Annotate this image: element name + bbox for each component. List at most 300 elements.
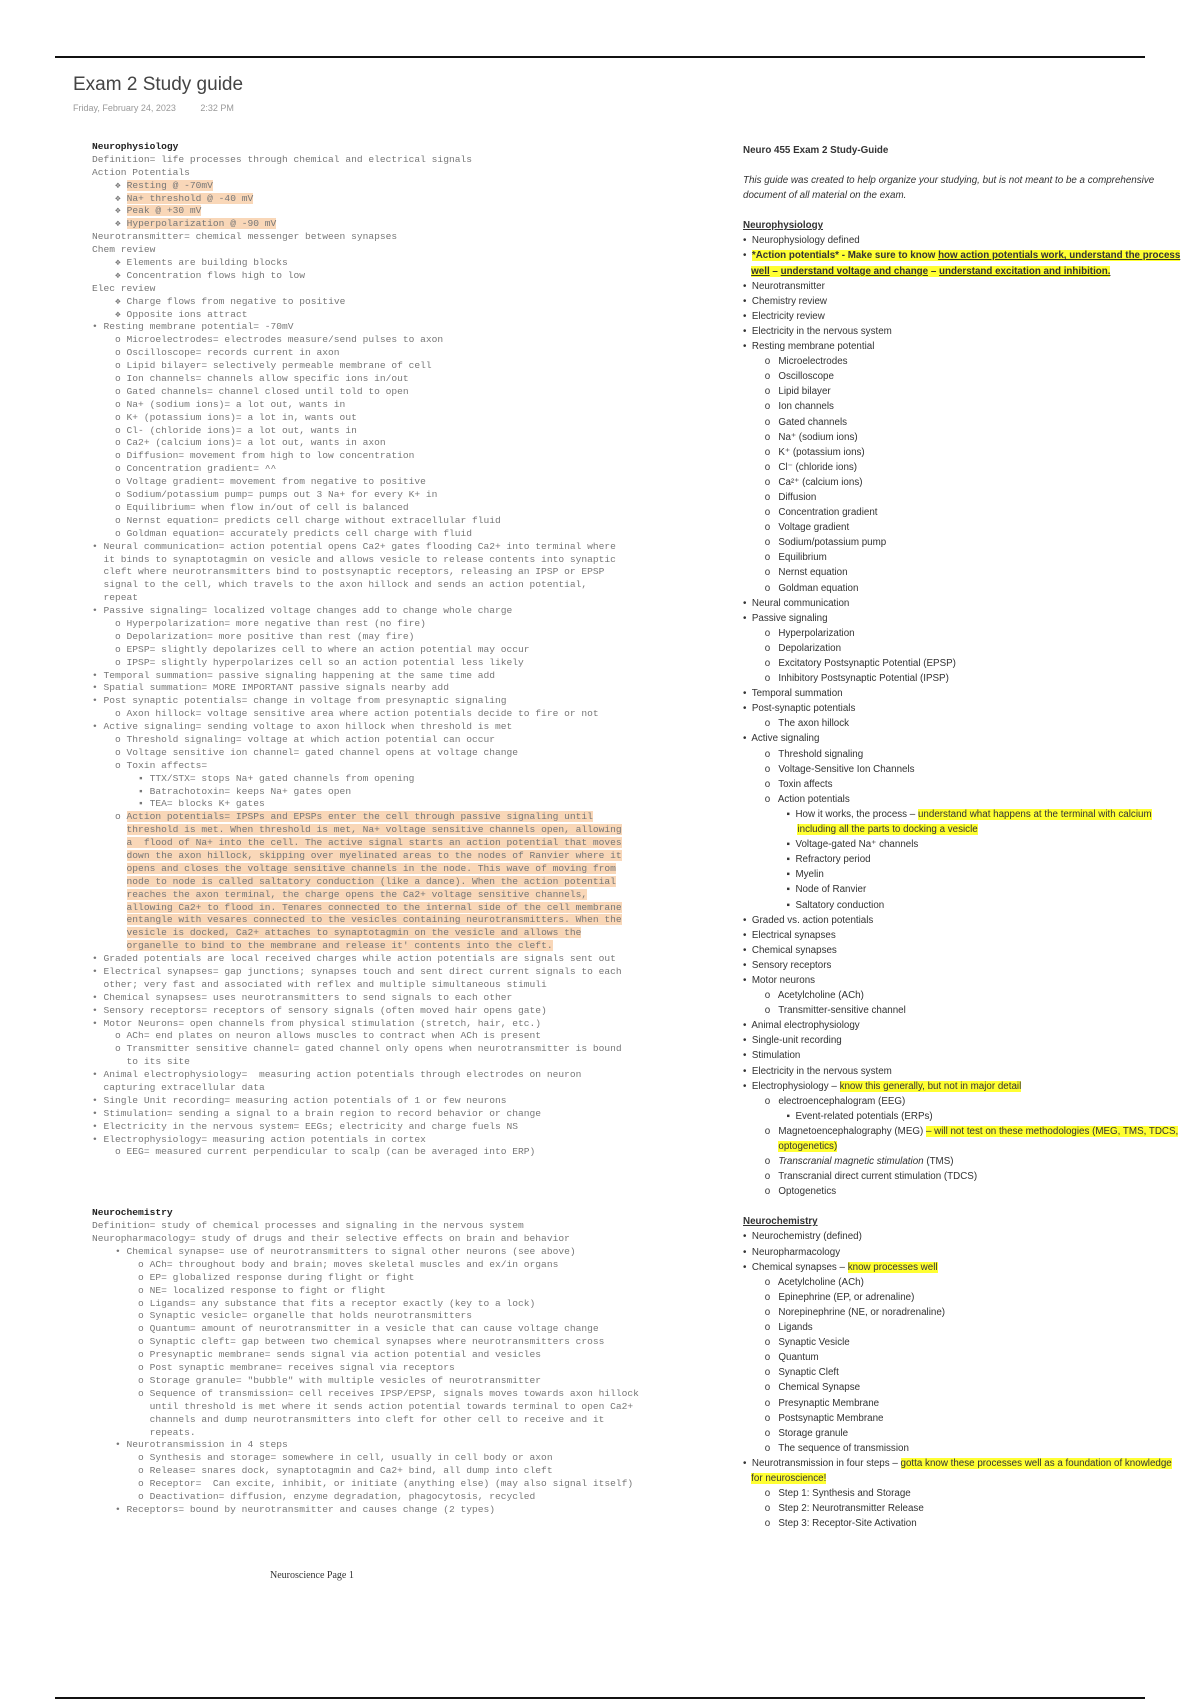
guide-line (743, 611, 1200, 626)
note-text: cleft where neurotransmitters bind to postsynaptic receptors, releasing an IPSP or EPSP (92, 566, 605, 578)
page-time: 2:32 PM (200, 103, 234, 113)
note-text: • Receptors= bound by neurotransmitter and causes change (2 types) (92, 1503, 496, 1515)
note-text: o Gated channels= channel closed until told to open (92, 385, 409, 397)
note-text: o Synaptic cleft= gap between two chemical synapses where neurotransmitters cross (92, 1336, 605, 1348)
note-text: o NE= localized response to fight or flight (92, 1284, 386, 1296)
line-gap (743, 1199, 1200, 1214)
note-text: o Equilibrium= when flow in/out of cell is balanced (92, 501, 409, 513)
note-text: o Goldman equation= accurately predicts cell charge with fluid (92, 527, 472, 539)
guide-text: o Magnetoencephalography (MEG) (743, 1125, 926, 1137)
note-line (92, 592, 732, 605)
note-text: o Ligands= any substance that fits a receptor exactly (key to a lock) (92, 1297, 536, 1309)
note-text: o EP= globalized response during flight or fight (92, 1271, 415, 1283)
guide-text: • Electrical synapses (743, 929, 836, 941)
guide-line (743, 460, 1200, 475)
note-text: ❖ Concentration flows high to low (92, 269, 306, 281)
highlighted-text: vesicle is docked, Ca2+ attaches to synaptotagmin on the vesicle and allows the (126, 927, 582, 939)
guide-text: o K⁺ (potassium ions) (743, 446, 865, 458)
guide-line (743, 1426, 1200, 1441)
note-line (92, 1298, 732, 1311)
guide-text: Neurophysiology (743, 220, 824, 232)
highlighted-text: how action potentials work, understand the process (938, 250, 1181, 262)
note-line (92, 321, 732, 334)
note-text: o Sodium/potassium pump= pumps out 3 Na+ for every K+ in (92, 489, 438, 501)
note-line (92, 979, 732, 992)
guide-line (743, 837, 1200, 852)
guide-line (743, 671, 1200, 686)
guide-text: o Na⁺ (sodium ions) (743, 431, 858, 443)
note-line (92, 1259, 732, 1272)
note-line (92, 218, 732, 231)
guide-line (743, 1229, 1200, 1244)
guide-text: • Neuropharmacology (743, 1246, 841, 1258)
highlighted-text: for neuroscience! (751, 1472, 827, 1484)
highlighted-text: including all the parts to docking a vesicle (797, 824, 978, 836)
note-line (92, 270, 732, 283)
note-text: • Motor Neurons= open channels from physical stimulation (stretch, hair, etc.) (92, 1017, 542, 1029)
guide-line (743, 1516, 1200, 1531)
note-line (92, 450, 732, 463)
guide-line (743, 248, 1200, 263)
note-text: ▪ TTX/STX= stops Na+ gated channels from opening (92, 772, 415, 784)
guide-line (743, 1305, 1200, 1320)
note-line (92, 914, 732, 927)
note-text: • Single Unit recording= measuring action potentials of 1 or few neurons (92, 1094, 507, 1106)
note-text: o Synaptic vesicle= organelle that holds neurotransmitters (92, 1310, 472, 1322)
note-text: o Ca2+ (calcium ions)= a lot out, wants in axon (92, 437, 386, 449)
line-gap (743, 203, 1200, 218)
guide-text: o Microelectrodes (743, 356, 848, 368)
guide-text: • Neural communication (743, 597, 850, 609)
guide-line (743, 716, 1200, 731)
note-line (92, 1439, 732, 1452)
guide-text: o Step 1: Synthesis and Storage (743, 1488, 911, 1500)
note-text: o Release= snares dock, synaptotagmin and Ca2+ bind, all dump into cleft (92, 1465, 553, 1477)
highlighted-text: a flood of Na+ into the cell. The active signal starts an action potential that moves (126, 837, 622, 849)
guide-text: o Cl⁻ (chloride ions) (743, 461, 858, 473)
guide-line (743, 279, 1200, 294)
note-line (92, 476, 732, 489)
note-text: • Animal electrophysiology= measuring action potentials through electrodes on neuron (92, 1069, 582, 1081)
note-text: o Concentration gradient= ^^ (92, 463, 277, 475)
guide-line (743, 867, 1200, 882)
note-text: ❖ (92, 179, 127, 191)
guide-text: o Ca²⁺ (calcium ions) (743, 476, 863, 488)
highlighted-text: understand what happens at the terminal with calcium (917, 808, 1152, 820)
note-line (92, 747, 732, 760)
guide-line (743, 988, 1200, 1003)
note-text: • Electrical synapses= gap junctions; synapses touch and sent direct current signals to each (92, 966, 622, 977)
note-line (92, 1414, 732, 1427)
highlighted-text: organelle to bind to the membrane and release it' contents into the cleft. (126, 940, 553, 952)
guide-line (743, 309, 1200, 324)
guide-line (743, 701, 1200, 716)
highlighted-text: opens and closes the voltage sensitive channels in the node. This wave of moving from (126, 862, 616, 874)
note-line (92, 180, 732, 193)
guide-text: • Resting membrane potential (743, 341, 875, 353)
note-line (92, 1465, 732, 1478)
guide-text: o Diffusion (743, 491, 817, 503)
guide-line (743, 1064, 1200, 1079)
guide-text: o Inhibitory Postsynaptic Potential (IPSP) (743, 673, 949, 685)
bottom-rule (55, 1697, 1145, 1699)
note-text: • Neural communication= action potential opens Ca2+ gates flooding Ca2+ into terminal where (92, 540, 616, 552)
guide-line (743, 943, 1200, 958)
note-text (92, 940, 127, 951)
guide-text: o Optogenetics (743, 1186, 837, 1198)
note-line (92, 1220, 732, 1233)
note-text: o Quantum= amount of neurotransmitter in a vesicle that can cause voltage change (92, 1323, 599, 1335)
guide-text: • (743, 250, 752, 262)
page-footer: Neuroscience Page 1 (270, 1570, 354, 1581)
note-line (92, 205, 732, 218)
highlighted-text: optogenetics) (778, 1141, 838, 1152)
note-line (92, 670, 732, 683)
note-line (92, 309, 732, 322)
note-line (92, 1018, 732, 1031)
note-line (92, 554, 732, 567)
note-line (92, 657, 732, 670)
note-line (92, 360, 732, 373)
note-text: • Stimulation= sending a signal to a brain region to record behavior or change (92, 1107, 542, 1119)
note-line (92, 863, 732, 876)
guide-line (743, 731, 1200, 746)
note-text: ❖ Charge flows from negative to positive (92, 295, 346, 307)
note-line (92, 1082, 732, 1095)
guide-line (743, 233, 1200, 248)
guide-text: • Chemical synapses – (743, 1261, 848, 1273)
highlighted-text: Make sure to know (847, 250, 939, 262)
guide-line (743, 384, 1200, 399)
note-text (92, 837, 127, 848)
guide-text: o Synaptic Vesicle (743, 1337, 850, 1349)
note-line (92, 966, 732, 979)
guide-line (743, 641, 1200, 656)
guide-line (743, 913, 1200, 928)
guide-line (743, 430, 1200, 445)
guide-text: o Step 2: Neurotransmitter Release (743, 1503, 924, 1515)
note-text: o Na+ (sodium ions)= a lot out, wants in (92, 398, 346, 410)
note-text (92, 850, 127, 861)
guide-line (743, 415, 1200, 430)
guide-line (743, 973, 1200, 988)
note-text: o Transmitter sensitive channel= gated channel only opens when neurotransmitter is bound (92, 1043, 622, 1055)
note-line (92, 579, 732, 592)
guide-text: This guide was created to help organize your studying, but is not meant to be a comprehensive (743, 175, 1155, 187)
guide-line (743, 792, 1200, 807)
guide-text: o Acetylcholine (ACh) (743, 990, 864, 1002)
note-line (92, 244, 732, 257)
guide-text: • Chemistry review (743, 295, 827, 307)
guide-text: ▪ Node of Ranvier (743, 884, 867, 896)
note-text: ▪ Batrachotoxin= keeps Na+ gates open (92, 785, 352, 797)
note-line (92, 734, 732, 747)
note-line (92, 296, 732, 309)
note-line (92, 992, 732, 1005)
guide-text: o The sequence of transmission (743, 1442, 909, 1454)
guide-line (743, 777, 1200, 792)
note-line (92, 708, 732, 721)
highlighted-text: *Action potentials* (751, 250, 839, 262)
guide-line (743, 324, 1200, 339)
guide-text: • Electricity in the nervous system (743, 1065, 892, 1077)
guide-text: o Goldman equation (743, 582, 859, 594)
guide-line (743, 656, 1200, 671)
note-text: o Voltage gradient= movement from negative to positive (92, 476, 426, 488)
guide-line (743, 1501, 1200, 1516)
note-line (92, 437, 732, 450)
note-line (92, 528, 732, 541)
guide-text: • Neurophysiology defined (743, 235, 860, 247)
highlighted-text: know processes well (847, 1261, 938, 1273)
note-line (92, 953, 732, 966)
note-line (92, 489, 732, 502)
note-text (92, 927, 127, 938)
highlighted-text: Action potentials= IPSPs and EPSPs enter the cell through passive signaling until (126, 811, 593, 823)
highlighted-text: allowing Ca2+ to flood in. Tenares connected to the internal side of the cell membrane (126, 901, 622, 913)
highlighted-text: Na+ threshold @ -40 mV (126, 192, 254, 204)
note-line (92, 773, 732, 786)
note-text: Neuropharmacology= study of drugs and their selective effects on brain and behavior (92, 1233, 570, 1245)
note-text: • Passive signaling= localized voltage changes add to change whole charge (92, 605, 513, 617)
guide-text: o Transcranial direct current stimulation (TDCS) (743, 1171, 978, 1183)
highlighted-text: Peak @ +30 mV (126, 205, 202, 217)
note-text: ❖ Opposite ions attract (92, 308, 248, 320)
note-text (92, 914, 127, 925)
note-line (92, 1121, 732, 1134)
note-text: o Sequence of transmission= cell receives IPSP/EPSP, signals moves towards axon hillock (92, 1387, 639, 1399)
note-text: o Deactivation= diffusion, enzyme degradation, phagocytosis, recycled (92, 1490, 536, 1502)
note-text: o Toxin affects= (92, 759, 208, 771)
note-text: ❖ (92, 192, 127, 204)
note-line (92, 644, 732, 657)
guide-line (743, 520, 1200, 535)
note-text: o Cl- (chloride ions)= a lot out, wants in (92, 424, 357, 436)
note-text: o EEG= measured current perpendicular to scalp (can be averaged into ERP) (92, 1146, 536, 1158)
note-line (92, 1146, 732, 1159)
guide-line (743, 1109, 1200, 1124)
guide-text: Neurochemistry (743, 1216, 818, 1228)
highlighted-text: – (928, 265, 940, 277)
guide-line (743, 822, 1200, 837)
note-line (92, 786, 732, 799)
guide-text: • Stimulation (743, 1050, 801, 1062)
guide-line (743, 1124, 1200, 1139)
guide-text: o Synaptic Cleft (743, 1367, 839, 1379)
guide-text: • Temporal summation (743, 688, 843, 700)
note-text: Elec review (92, 282, 156, 294)
note-line (92, 760, 732, 773)
note-text: • Chemical synapse= use of neurotransmitters to signal other neurons (see above) (92, 1246, 576, 1258)
guide-text: • Electricity in the nervous system (743, 325, 892, 337)
guide-line (743, 626, 1200, 641)
note-line (92, 502, 732, 515)
guide-text: o Voltage-Sensitive Ion Channels (743, 763, 915, 775)
note-text: • Spatial summation= MORE IMPORTANT passive signals nearby add (92, 682, 449, 694)
note-text: channels and dump neurotransmitters into cleft for other cell to receive and it (92, 1413, 605, 1425)
note-line (92, 1310, 732, 1323)
note-text: Action Potentials (92, 166, 190, 178)
guide-line (743, 264, 1200, 279)
note-text: o ACh= throughout body and brain; moves skeletal muscles and ex/in organs (92, 1258, 559, 1270)
note-text: o Threshold signaling= voltage at which action potential can occur (92, 733, 496, 745)
note-text: • Graded potentials are local received charges while action potentials are signals sent out (92, 953, 616, 965)
note-line (92, 876, 732, 889)
guide-line (743, 882, 1200, 897)
note-text: • Temporal summation= passive signaling happening at the same time add (92, 669, 496, 681)
guide-text: • Electrophysiology – (743, 1080, 840, 1092)
guide-text: o (743, 1156, 779, 1168)
note-line (92, 940, 732, 953)
guide-text: o Transmitter-sensitive channel (743, 1005, 906, 1017)
guide-line (743, 686, 1200, 701)
note-text: o Receptor= Can excite, inhibit, or initiate (anything else) (may also signal itself) (92, 1478, 634, 1490)
guide-line (743, 1139, 1200, 1154)
guide-text: o Equilibrium (743, 552, 827, 564)
note-text: • Sensory receptors= receptors of sensory signals (often moved hair opens gate) (92, 1004, 547, 1016)
guide-text: o Threshold signaling (743, 748, 864, 760)
highlighted-text: understand excitation and inhibition. (939, 265, 1111, 277)
guide-line (743, 1380, 1200, 1395)
guide-text: ▪ Refractory period (743, 854, 871, 866)
guide-line (743, 1260, 1200, 1275)
note-line (92, 386, 732, 399)
note-text: o Storage granule= "bubble" with multiple vesicles of neurotransmitter (92, 1374, 542, 1386)
highlighted-text: gotta know these processes well as a foundation of knowledge (900, 1457, 1172, 1469)
guide-text: • Neurochemistry (defined) (743, 1231, 862, 1243)
guide-line (743, 490, 1200, 505)
note-text: o Presynaptic membrane= sends signal via action potential and vesicles (92, 1349, 542, 1361)
note-text: other; very fast and associated with reflex and multiple simultaneous stimuli (92, 978, 547, 990)
guide-text: o Ion channels (743, 401, 834, 413)
guide-line (743, 581, 1200, 596)
note-line (92, 566, 732, 579)
note-line (92, 605, 732, 618)
note-text: o Synthesis and storage= somewhere in cell, usually in cell body or axon (92, 1452, 553, 1464)
note-text: signal to the cell, which travels to the axon hillock and sends an action potential, (92, 579, 588, 591)
note-line (92, 618, 732, 631)
guide-line (743, 1320, 1200, 1335)
guide-line (743, 354, 1200, 369)
guide-text: o Storage granule (743, 1427, 849, 1439)
highlighted-text: reaches the axon terminal, the charge opens the Ca2+ voltage sensitive channels, (126, 888, 588, 900)
guide-text: • Post-synaptic potentials (743, 703, 856, 715)
guide-line (743, 1184, 1200, 1199)
guide-text: o Concentration gradient (743, 507, 878, 519)
guide-line (743, 1290, 1200, 1305)
note-line (92, 541, 732, 554)
guide-text (743, 266, 751, 277)
guide-line (743, 596, 1200, 611)
note-text: Definition= study of chemical processes and signaling in the nervous system (92, 1220, 524, 1232)
guide-line (743, 747, 1200, 762)
highlighted-text: – (769, 265, 781, 277)
page-title: Exam 2 Study guide (73, 74, 244, 95)
line-gap (92, 1159, 732, 1183)
guide-text (743, 824, 797, 835)
highlighted-text: down the axon hillock, skipping over myelinated areas to the nodes of Ranvier where it (126, 849, 622, 861)
guide-line (743, 1018, 1200, 1033)
note-line (92, 257, 732, 270)
guide-line (743, 339, 1200, 354)
guide-text: • Motor neurons (743, 974, 816, 986)
guide-line (743, 807, 1200, 822)
note-text: Neurochemistry (92, 1207, 173, 1219)
guide-line (743, 1169, 1200, 1184)
guide-line (743, 1486, 1200, 1501)
guide-text: o Acetylcholine (ACh) (743, 1276, 864, 1288)
note-text: • Electrophysiology= measuring action potentials in cortex (92, 1133, 426, 1145)
highlighted-text: - (838, 250, 848, 262)
note-line (92, 1233, 732, 1246)
guide-text: o Depolarization (743, 642, 842, 654)
note-text (92, 824, 127, 835)
note-text: to its site (92, 1056, 190, 1068)
note-line (92, 515, 732, 528)
guide-text: o Nernst equation (743, 567, 848, 579)
guide-line (743, 445, 1200, 460)
note-text: • Active signaling= sending voltage to axon hillock when threshold is met (92, 721, 513, 733)
guide-text: document of all material on the exam. (743, 190, 907, 202)
guide-line (743, 1350, 1200, 1365)
note-text (92, 902, 127, 913)
note-line (92, 154, 732, 167)
note-line (92, 463, 732, 476)
guide-text: • Active signaling (743, 733, 820, 745)
study-guide-column (743, 143, 1200, 1531)
note-line (92, 1323, 732, 1336)
guide-text: ▪ How it works, the process – (743, 808, 918, 820)
guide-line (743, 1094, 1200, 1109)
note-line (92, 347, 732, 360)
note-line (92, 837, 732, 850)
guide-text: o Ligands (743, 1322, 813, 1334)
note-text: ❖ Elements are building blocks (92, 257, 288, 269)
note-line (92, 1388, 732, 1401)
guide-text: ▪ Event-related potentials (ERPs) (743, 1110, 933, 1122)
note-line (92, 399, 732, 412)
guide-text: o Epinephrine (EP, or adrenaline) (743, 1291, 915, 1303)
guide-line (743, 1003, 1200, 1018)
guide-text: o Oscilloscope (743, 371, 834, 383)
highlighted-text: node to node is called saltatory conduction (like a dance). When the action potential (126, 875, 616, 887)
guide-line (743, 505, 1200, 520)
note-text: o Oscilloscope= records current in axon (92, 347, 340, 359)
guide-text: • Chemical synapses (743, 944, 837, 956)
note-line (92, 1336, 732, 1349)
guide-line (743, 475, 1200, 490)
note-text: o IPSP= slightly hyperpolarizes cell so an action potential less likely (92, 656, 524, 668)
guide-line (743, 1033, 1200, 1048)
guide-line (743, 294, 1200, 309)
guide-line (743, 218, 1200, 233)
note-text: it binds to synaptotagmin on vesicle and allows vesicle to release contents into synaptic (92, 553, 616, 565)
guide-line (743, 1275, 1200, 1290)
note-line (92, 850, 732, 863)
guide-text: • Graded vs. action potentials (743, 914, 874, 926)
guide-text: o Lipid bilayer (743, 386, 831, 398)
note-text: o EPSP= slightly depolarizes cell to where an action potential may occur (92, 643, 530, 655)
note-text: • Electricity in the nervous system= EEGs; electricity and charge fuels NS (92, 1120, 519, 1132)
guide-line (743, 550, 1200, 565)
note-text (92, 889, 127, 900)
guide-text (743, 1473, 751, 1484)
guide-line (743, 1441, 1200, 1456)
highlighted-text: know this generally, but not in major detail (839, 1080, 1022, 1092)
guide-text: • Passive signaling (743, 612, 828, 624)
note-text: o Post synaptic membrane= receives signal via receptors (92, 1362, 455, 1374)
note-line (92, 927, 732, 940)
